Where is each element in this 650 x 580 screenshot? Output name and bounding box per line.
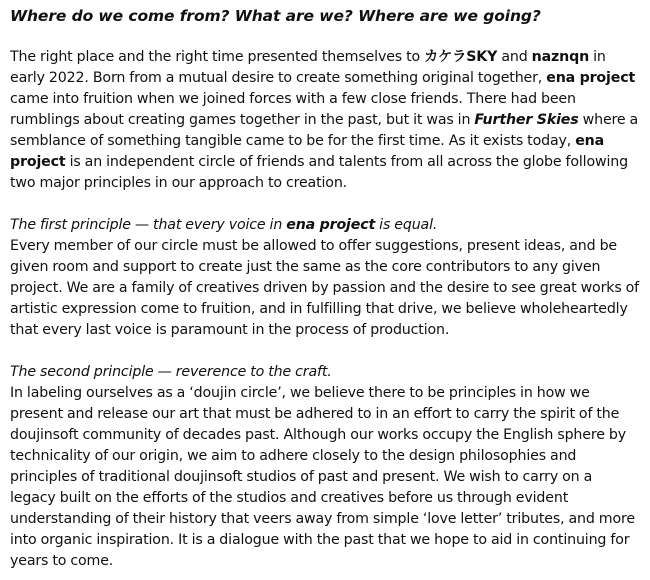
principle-two-title: The second principle — reverence to the craft.: [10, 364, 332, 380]
principle-one-title-b: is equal.: [375, 217, 438, 233]
principle-one-section: [10, 215, 640, 341]
game-title: Further Skies: [474, 112, 579, 128]
intro-text-6: is an independent circle of friends and talents from all across the globe following two major principles in our approach to creation.: [10, 154, 628, 191]
member-name-naznqn: naznqn: [531, 49, 590, 65]
intro-text-2: and: [497, 49, 532, 65]
principle-one-title: [10, 217, 437, 233]
intro-paragraph: [10, 47, 640, 194]
page-heading: Where do we come from? What are we? Where are we going?: [10, 7, 541, 25]
project-name: ena project: [546, 70, 636, 86]
project-name: ena project: [286, 217, 376, 233]
intro-text-4: came into fruition when we joined forces with a few close friends. There had been rumblings about creating games together in the past, but it was in: [10, 91, 576, 128]
principle-one-title-a: The first principle — that every voice in: [10, 217, 287, 233]
principle-one-body: Every member of our circle must be allowed to offer suggestions, present ideas, and be given room and support to create just the same as the core contributors to any given project. We are a family of creatives driven by passion and the desire to see great works of artistic expression come to fruition, and in fulfilling that drive, we believe wholeheartedly that every last voice is paramount in the process of production.: [10, 238, 639, 338]
intro-text-5: where a semblance of something tangible came to be for the first time. As it exists today,: [10, 112, 639, 149]
intro-text-1: The right place and the right time presented themselves to: [10, 49, 425, 65]
intro-text-3: in early 2022. Born from a mutual desire to create something original together,: [10, 49, 606, 86]
principle-two-section: [10, 362, 640, 572]
project-name: ena project: [10, 133, 605, 170]
principle-two-body: In labeling ourselves as a ‘doujin circle’, we believe there to be principles in how we present and release our art that must be adhered to in an effort to carry the spirit of the doujinsoft community of decades past. Although our works occupy the English sphere by technicality of our origin, we aim to adhere closely to the design philosophies and principles of traditional doujinsoft studios of past and present. We wish to carry on a legacy built on the efforts of the studios and creatives before us through evident understanding of their history that veers away from simple ‘love letter’ tributes, and more into organic inspiration. It is a dialogue with the past that we hope to aid in continuing for years to come.: [10, 385, 635, 569]
member-name-kakera-sky: カケラSKY: [424, 49, 498, 65]
